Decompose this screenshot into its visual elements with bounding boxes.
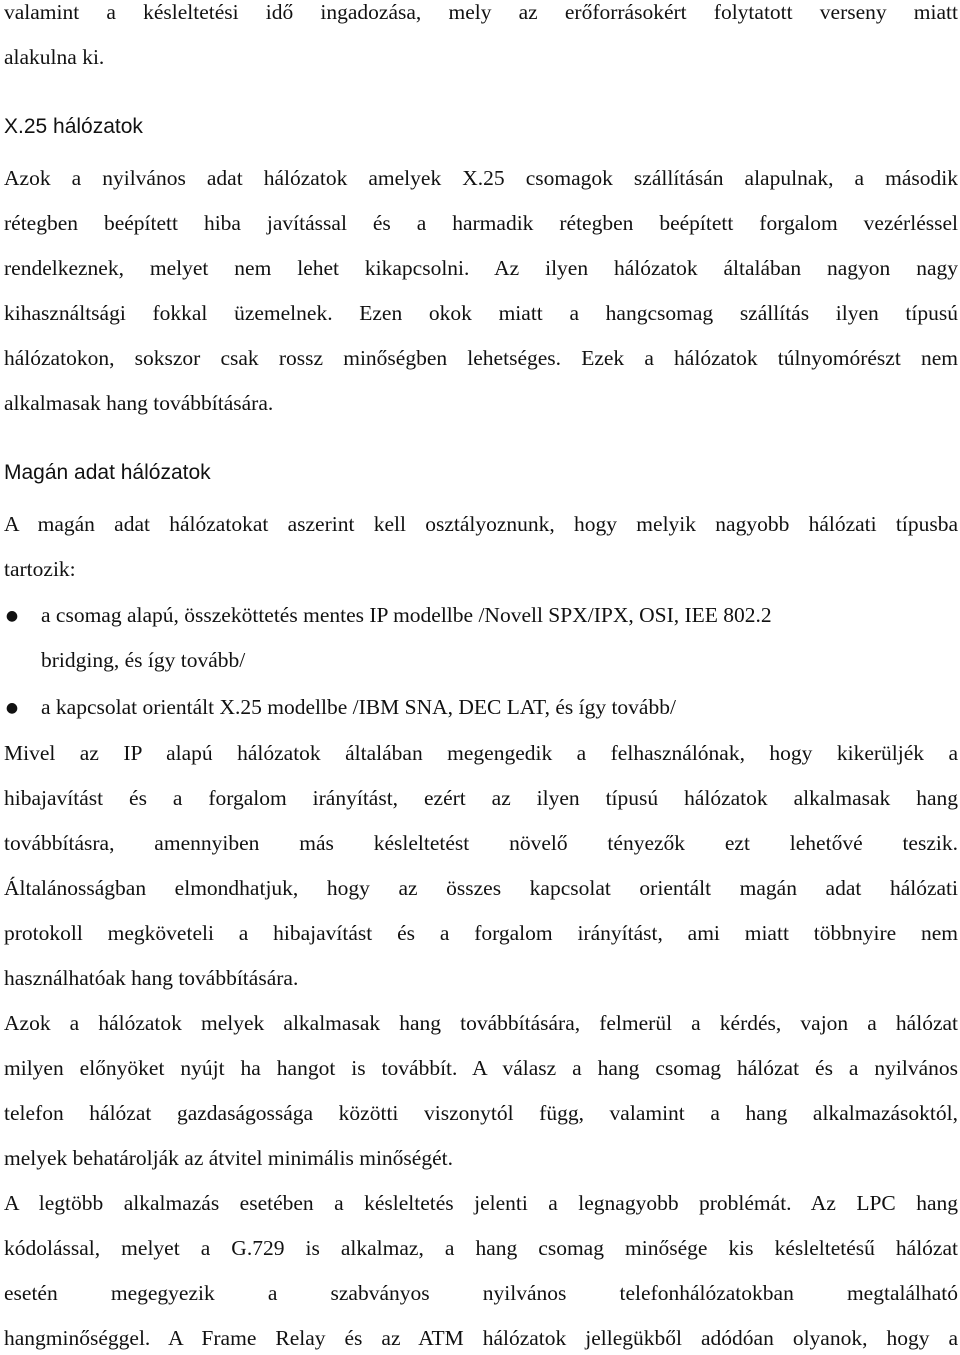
paragraph-line: milyen előnyöket nyújt ha hangot is továbbít. A válasz a hang csomag hálózat és a nyilvános <box>4 1056 958 1080</box>
paragraph-line: alakulna ki. <box>4 45 105 69</box>
paragraph-line: hálózatokon, sokszor csak rossz minőségben lehetséges. Ezek a hálózatok túlnyomórészt nem <box>4 346 958 370</box>
paragraph-line: Mivel az IP alapú hálózatok általában megengedik a felhasználónak, hogy kikerüljék a <box>4 741 958 765</box>
paragraph-line: Általánosságban elmondhatjuk, hogy az összes kapcsolat orientált magán adat hálózati <box>4 876 958 900</box>
paragraph-line: hangminőséggel. A Frame Relay és az ATM hálózatok jellegükből adódóan olyanok, hogy a <box>4 1326 958 1350</box>
list-item-line: a kapcsolat orientált X.25 modellbe /IBM SNA, DEC LAT, és így tovább/ <box>41 695 676 719</box>
section-heading-private-networks: Magán adat hálózatok <box>4 461 211 484</box>
paragraph-line: protokoll megköveteli a hibajavítást és a forgalom irányítást, ami miatt többnyire nem <box>4 921 958 945</box>
paragraph-line: alkalmasak hang továbbítására. <box>4 391 274 415</box>
section-heading-x25: X.25 hálózatok <box>4 115 143 138</box>
paragraph-line: A legtöbb alkalmazás esetében a késleltetés jelenti a legnagyobb problémát. Az LPC hang <box>4 1191 958 1215</box>
list-item-line: a csomag alapú, összeköttetés mentes IP modellbe /Novell SPX/IPX, OSI, IEE 802.2 <box>41 603 772 627</box>
paragraph-line: Azok a nyilvános adat hálózatok amelyek X.25 csomagok szállításán alapulnak, a második <box>4 166 958 190</box>
paragraph-line: rendelkeznek, melyet nem lehet kikapcsolni. Az ilyen hálózatok általában nagyon nagy <box>4 256 958 280</box>
list-item-line: bridging, és így tovább/ <box>41 648 246 672</box>
paragraph-line: rétegben beépített hiba javítással és a harmadik rétegben beépített forgalom vezérléssel <box>4 211 958 235</box>
paragraph-line: továbbításra, amennyiben más késleltetést növelő tényezők ezt lehetővé teszik. <box>4 831 958 855</box>
paragraph-line: telefon hálózat gazdaságossága közötti viszonytól függ, valamint a hang alkalmazásoktól, <box>4 1101 958 1125</box>
bullet-icon: ● <box>5 700 19 716</box>
paragraph-line: tartozik: <box>4 557 76 581</box>
paragraph-line: A magán adat hálózatokat aszerint kell osztályoznunk, hogy melyik nagyobb hálózati típusba <box>4 512 958 536</box>
paragraph-line: hibajavítást és a forgalom irányítást, ezért az ilyen típusú hálózatok alkalmasak hang <box>4 786 958 810</box>
paragraph-line: esetén megegyezik a szabványos nyilvános telefonhálózatokban megtalálható <box>4 1281 958 1305</box>
paragraph-line: kihasználtsági fokkal üzemelnek. Ezen okok miatt a hangcsomag szállítás ilyen típusú <box>4 301 958 325</box>
paragraph-line: Azok a hálózatok melyek alkalmasak hang továbbítására, felmerül a kérdés, vajon a hálózat <box>4 1011 958 1035</box>
paragraph-line: valamint a késleltetési idő ingadozása, mely az erőforrásokért folytatott verseny miatt <box>4 0 958 24</box>
paragraph-line: melyek behatárolják az átvitel minimális minőségét. <box>4 1146 453 1170</box>
paragraph-line: kódolással, melyet a G.729 is alkalmaz, a hang csomag minősége kis késleltetésű hálózat <box>4 1236 958 1260</box>
bullet-icon: ● <box>5 608 19 624</box>
paragraph-line: használhatóak hang továbbítására. <box>4 966 299 990</box>
